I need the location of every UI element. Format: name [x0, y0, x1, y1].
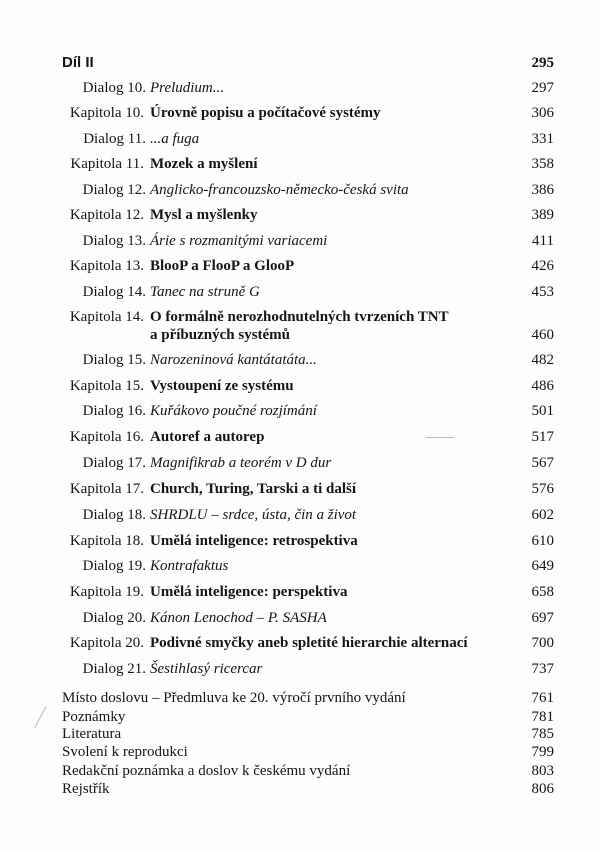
entry-label: Dialog 17. — [82, 455, 146, 471]
entry-title: Podivné smyčky aneb spletité hierarchie alternací — [150, 635, 468, 651]
entry-page: 482 — [531, 352, 554, 368]
entry-title: Literatura — [62, 726, 122, 742]
entry-page: 297 — [531, 80, 554, 96]
entry-title: Mozek a myšlení — [150, 156, 258, 172]
entry-page: 567 — [531, 455, 554, 471]
entry-label: Dialog 11. — [83, 131, 146, 147]
entry-title: Místo doslovu – Předmluva ke 20. výročí prvního vydání — [62, 690, 406, 706]
entry-page: 806 — [531, 781, 554, 797]
scan-mark — [34, 706, 46, 728]
part-page: 295 — [531, 55, 554, 71]
entry-title: Anglicko-francouzsko-německo-česká svita — [150, 182, 409, 198]
entry-label: Kapitola 16. — [69, 429, 144, 445]
entry-title: O formálně nerozhodnutelných tvrzeních TNT — [150, 309, 449, 325]
entry-label: Dialog 10. — [82, 80, 146, 96]
entry-page: 602 — [531, 507, 554, 523]
entry-label: Kapitola 14. — [69, 309, 144, 325]
entry-label: Kapitola 15. — [69, 378, 144, 394]
entry-page: 306 — [531, 105, 554, 121]
entry-title: Úrovně popisu a počítačové systémy — [150, 105, 381, 121]
entry-title: SHRDLU – srdce, ústa, čin a život — [150, 507, 357, 523]
entry-title: Rejstřík — [62, 781, 110, 797]
entry-label: Kapitola 19. — [69, 584, 144, 600]
entry-title: Šestihlasý ricercar — [150, 661, 263, 677]
entry-label: Kapitola 12. — [69, 207, 144, 223]
entry-page: 501 — [531, 403, 554, 419]
entry-title: Vystoupení ze systému — [150, 378, 294, 394]
scan-mark — [426, 437, 454, 438]
entry-title: Preludium... — [150, 80, 225, 96]
entry-title: Narozeninová kantátatáta... — [150, 352, 317, 368]
entry-label: Kapitola 17. — [69, 481, 144, 497]
entry-page: 486 — [531, 378, 554, 394]
entry-page: 576 — [531, 481, 554, 497]
entry-title: Umělá inteligence: perspektiva — [150, 584, 348, 600]
entry-page: 737 — [531, 661, 554, 677]
entry-title: Svolení k reprodukci — [62, 744, 188, 760]
entry-title: Poznámky — [62, 709, 126, 725]
entry-page: 658 — [531, 584, 554, 600]
entry-page: 610 — [531, 533, 554, 549]
entry-label: Dialog 19. — [82, 558, 146, 574]
entry-page: 517 — [531, 429, 554, 445]
entry-page: 700 — [531, 635, 554, 651]
entry-label: Kapitola 11. — [70, 156, 144, 172]
entry-title: Tanec na struně G — [150, 284, 260, 300]
entry-label: Dialog 16. — [82, 403, 146, 419]
entry-label: Kapitola 10. — [69, 105, 144, 121]
entry-page: 799 — [531, 744, 554, 760]
entry-title: Kuřákovo poučné rozjímání — [150, 403, 317, 419]
entry-page: 697 — [531, 610, 554, 626]
entry-title: Magnifikrab a teorém v D dur — [150, 455, 332, 471]
entry-label: Dialog 15. — [82, 352, 146, 368]
entry-title: Kánon Lenochod – P. SASHA — [150, 610, 327, 626]
part-name: Díl II — [62, 54, 94, 71]
entry-title: Kontrafaktus — [150, 558, 229, 574]
entry-page: 411 — [532, 233, 554, 249]
entry-title-continued: a příbuzných systémů — [150, 327, 291, 343]
entry-label: Dialog 18. — [82, 507, 146, 523]
entry-label: Dialog 12. — [82, 182, 146, 198]
entry-label: Dialog 14. — [82, 284, 146, 300]
entry-title: Church, Turing, Tarski a ti další — [150, 481, 357, 497]
entry-page: 426 — [531, 258, 554, 274]
entry-page: 460 — [531, 327, 554, 343]
entry-page: 389 — [531, 207, 554, 223]
entry-label: Kapitola 13. — [69, 258, 144, 274]
entry-page: 761 — [531, 690, 554, 706]
entry-label: Kapitola 18. — [69, 533, 144, 549]
entry-page: 331 — [531, 131, 554, 147]
entry-page: 781 — [531, 709, 554, 725]
entry-page: 358 — [531, 156, 554, 172]
entry-label: Dialog 20. — [82, 610, 146, 626]
entry-title: Umělá inteligence: retrospektiva — [150, 533, 358, 549]
entry-title: Redakční poznámka a doslov k českému vydání — [62, 763, 351, 779]
entry-label: Kapitola 20. — [69, 635, 144, 651]
entry-page: 649 — [531, 558, 554, 574]
entry-title: Árie s rozmanitými variacemi — [150, 233, 328, 249]
entry-label: Dialog 13. — [82, 233, 146, 249]
entry-page: 785 — [531, 726, 554, 742]
entry-page: 453 — [531, 284, 554, 300]
entry-page: 803 — [531, 763, 554, 779]
entry-title: ...a fuga — [150, 131, 200, 147]
entry-title: Autoref a autorep — [150, 429, 265, 445]
entry-title: Mysl a myšlenky — [150, 207, 258, 223]
entry-label: Dialog 21. — [82, 661, 146, 677]
entry-title: BlooP a FlooP a GlooP — [150, 258, 295, 274]
entry-page: 386 — [531, 182, 554, 198]
